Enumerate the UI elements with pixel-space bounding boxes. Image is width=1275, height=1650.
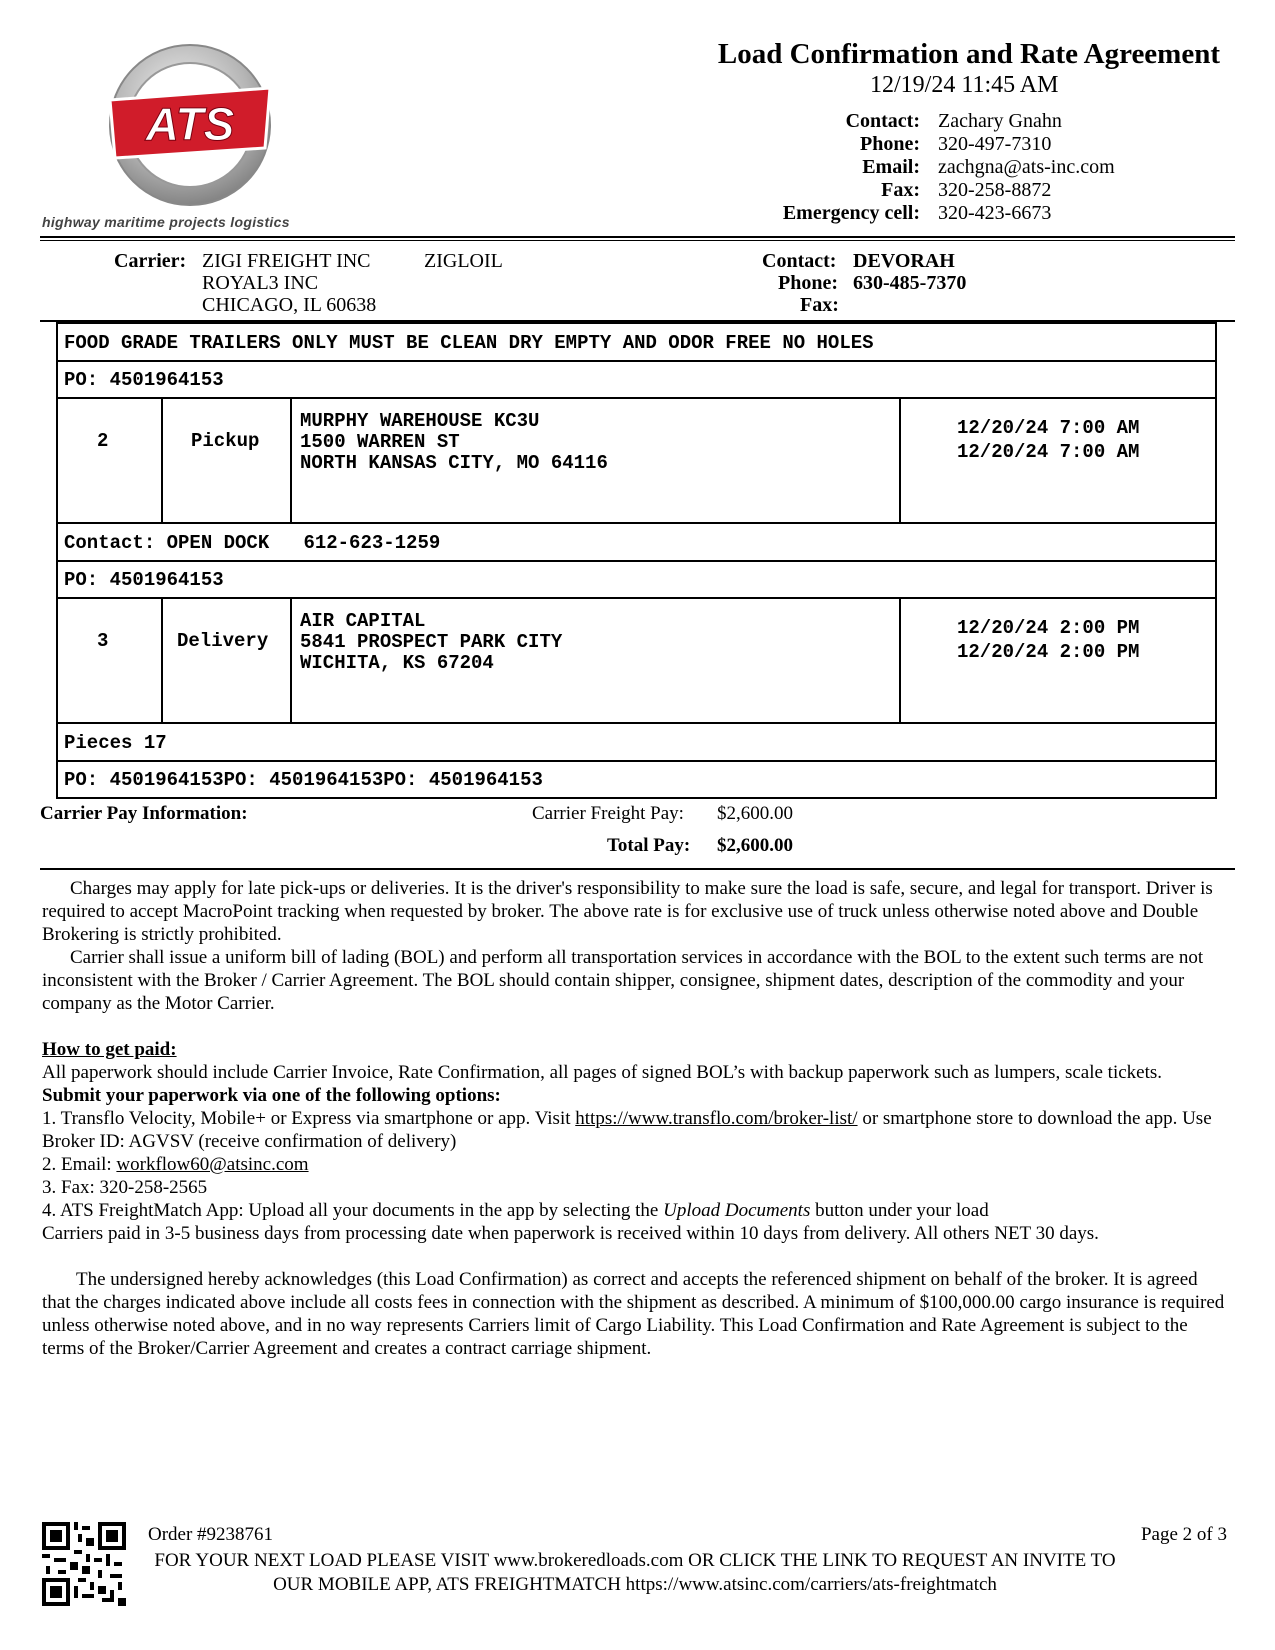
option-app-text-2: button under your load [810,1200,989,1221]
stop-time-start: 12/20/24 7:00 AM [957,417,1140,439]
option-email [42,1153,1227,1176]
stop-number: 3 [97,630,109,652]
header-divider [40,236,1235,238]
broker-phone-value: 320-497-7310 [938,133,1052,155]
stop-col-divider [290,397,292,524]
freight-pay-label: Carrier Freight Pay: [532,803,684,824]
broker-contact-value: Zachary Gnahn [938,110,1062,132]
broker-fax-label: Fax: [881,179,920,201]
pay-divider [40,868,1235,870]
stop-col-divider [161,597,163,724]
carrier-line2: ROYAL3 INC [202,272,319,294]
carrier-phone-label: Phone: [778,272,838,294]
broker-fax-value: 320-258-8872 [938,179,1052,201]
terms-block [42,877,1227,1360]
logo-text: ATS [145,98,235,150]
broker-phone-label: Phone: [860,133,920,155]
submit-options-heading: Submit your paperwork via one of the following options: [42,1085,501,1106]
pieces-count: Pieces 17 [64,732,167,754]
carrier-phone-value: 630-485-7370 [853,272,967,294]
logo-tagline: highway maritime projects logistics [42,214,290,230]
stop-address: 1500 WARREN ST [300,431,460,453]
pay-heading: Carrier Pay Information: [40,803,248,824]
how-to-get-paid-heading: How to get paid: [42,1039,177,1060]
how-to-get-paid-text: All paperwork should include Carrier Invoice, Rate Confirmation, all pages of signed BOL’s with backup paperwork such as lumpers, scale tickets. [42,1062,1163,1083]
option-email-text: 2. Email: [42,1154,117,1175]
po-number: PO: 4501964153 [64,369,224,391]
stop-col-divider [290,597,292,724]
document-title: Load Confirmation and Rate Agreement [717,38,1220,70]
carrier-name: ZIGI FREIGHT INC [202,250,371,272]
stop-contact: Contact: OPEN DOCK 612-623-1259 [64,532,441,554]
option-transflo-text: 1. Transflo Velocity, Mobile+ or Express via smartphone or app. Visit [42,1108,576,1129]
document-datetime: 12/19/24 11:45 AM [870,72,1059,98]
po-box [56,360,1217,399]
freight-pay-value: $2,600.00 [717,803,793,824]
transflo-link[interactable]: https://www.transflo.com/broker-list/ [575,1108,858,1129]
broker-contact-label: Contact: [845,110,920,132]
page-number: Page 2 of 3 [1140,1524,1227,1545]
broker-email-row [700,156,1220,179]
stop-location-name: AIR CAPITAL [300,610,426,632]
option-transflo [42,1107,1227,1153]
acknowledgement-paragraph: The undersigned hereby acknowledges (this Load Confirmation) as correct and accepts the referenced shipment on behalf of the broker. It is agreed that the charges indicated above include all costs fees in connection with the shipment as described. A minimum of $100,000.00 cargo insurance is required unless otherwise noted above, and in no way represents Carriers limit of Cargo Liability. This Load Confirmation and Rate Agreement is subject to the terms of the Broker/Carrier Agreement and creates a contract carriage shipment. [42,1269,1225,1359]
stop-number: 2 [97,430,109,452]
stop-address: 5841 PROSPECT PARK CITY [300,631,563,653]
workflow-email-link[interactable]: workflow60@atsinc.com [116,1154,309,1175]
stop-time-end: 12/20/24 2:00 PM [957,641,1140,663]
terms-paragraph: Charges may apply for late pick-ups or deliveries. It is the driver's responsibility to make sure the load is safe, secure, and legal for transport. Driver is required to accept MacroPoint tracking when requested by broker. The above rate is for exclusive use of truck unless otherwise noted above and Double Brokering is strictly prohibited. [42,878,1213,945]
carrier-fax-label: Fax: [800,294,839,316]
carrier-code: ZIGLOIL [424,250,503,272]
option-fax: 3. Fax: 320-258-2565 [42,1177,208,1198]
broker-emergency-value: 320-423-6673 [938,202,1052,224]
po-box [56,560,1217,599]
broker-emergency-label: Emergency cell: [782,202,920,224]
total-pay-label: Total Pay: [607,835,691,856]
stop-col-divider [899,397,901,524]
broker-email-value[interactable]: zachgna@ats-inc.com [938,156,1115,178]
total-pay-value: $2,600.00 [717,835,793,856]
carrier-contact-value: DEVORAH [853,250,955,272]
stop-location-name: MURPHY WAREHOUSE KC3U [300,410,540,432]
order-number: Order #9238761 [148,1524,274,1545]
payment-terms-line: Carriers paid in 3-5 business days from processing date when paperwork is received within 10 days from delivery. All others NET 30 days. [42,1223,1099,1244]
stop-city: NORTH KANSAS CITY, MO 64116 [300,452,608,474]
carrier-contact-label: Contact: [762,250,837,272]
stop-type: Delivery [177,630,269,652]
option-app [42,1199,1227,1222]
broker-fax-row [700,179,1220,202]
broker-email-label: Email: [862,156,920,178]
stop-time-end: 12/20/24 7:00 AM [957,441,1140,463]
stop-city: WICHITA, KS 67204 [300,652,494,674]
stop-type: Pickup [191,430,260,452]
carrier-line3: CHICAGO, IL 60638 [202,294,377,316]
option-app-text: 4. ATS FreightMatch App: Upload all your documents in the app by selecting the [42,1200,664,1221]
po-number: PO: 4501964153 [64,569,224,591]
stop-col-divider [161,397,163,524]
stop-time-start: 12/20/24 2:00 PM [957,617,1140,639]
option-transflo-text-2: or smartphone store to download the app. Use Broker ID: AGVSV (receive confirmation of delivery) [42,1108,1212,1152]
pieces-box [56,722,1217,762]
terms-paragraph: Carrier shall issue a uniform bill of lading (BOL) and perform all transportation services in accordance with the BOL to the extent such terms are not inconsistent with the Broker / Carrier Agreement. The BOL should contain shipper, consignee, shipment dates, description of the commodity and your company as the Motor Carrier. [42,947,1204,1014]
header-divider-thin [40,240,1235,241]
broker-contact-row [700,110,1220,133]
po-numbers: PO: 4501964153PO: 4501964153PO: 4501964153 [64,769,543,791]
stop-col-divider [899,597,901,724]
ats-logo [100,40,280,210]
carrier-label: Carrier: [114,250,187,272]
load-note: FOOD GRADE TRAILERS ONLY MUST BE CLEAN DRY EMPTY AND ODOR FREE NO HOLES [64,332,874,354]
footer-promo-line-1: FOR YOUR NEXT LOAD PLEASE VISIT www.brokeredloads.com OR CLICK THE LINK TO REQUEST AN INVITE TO [154,1550,1116,1571]
upload-documents-text: Upload Documents [663,1200,811,1221]
broker-emergency-row [700,202,1220,225]
footer-promo-line-2[interactable]: OUR MOBILE APP, ATS FREIGHTMATCH https://www.atsinc.com/carriers/ats-freightmatch [273,1574,997,1595]
broker-phone-row [700,133,1220,156]
